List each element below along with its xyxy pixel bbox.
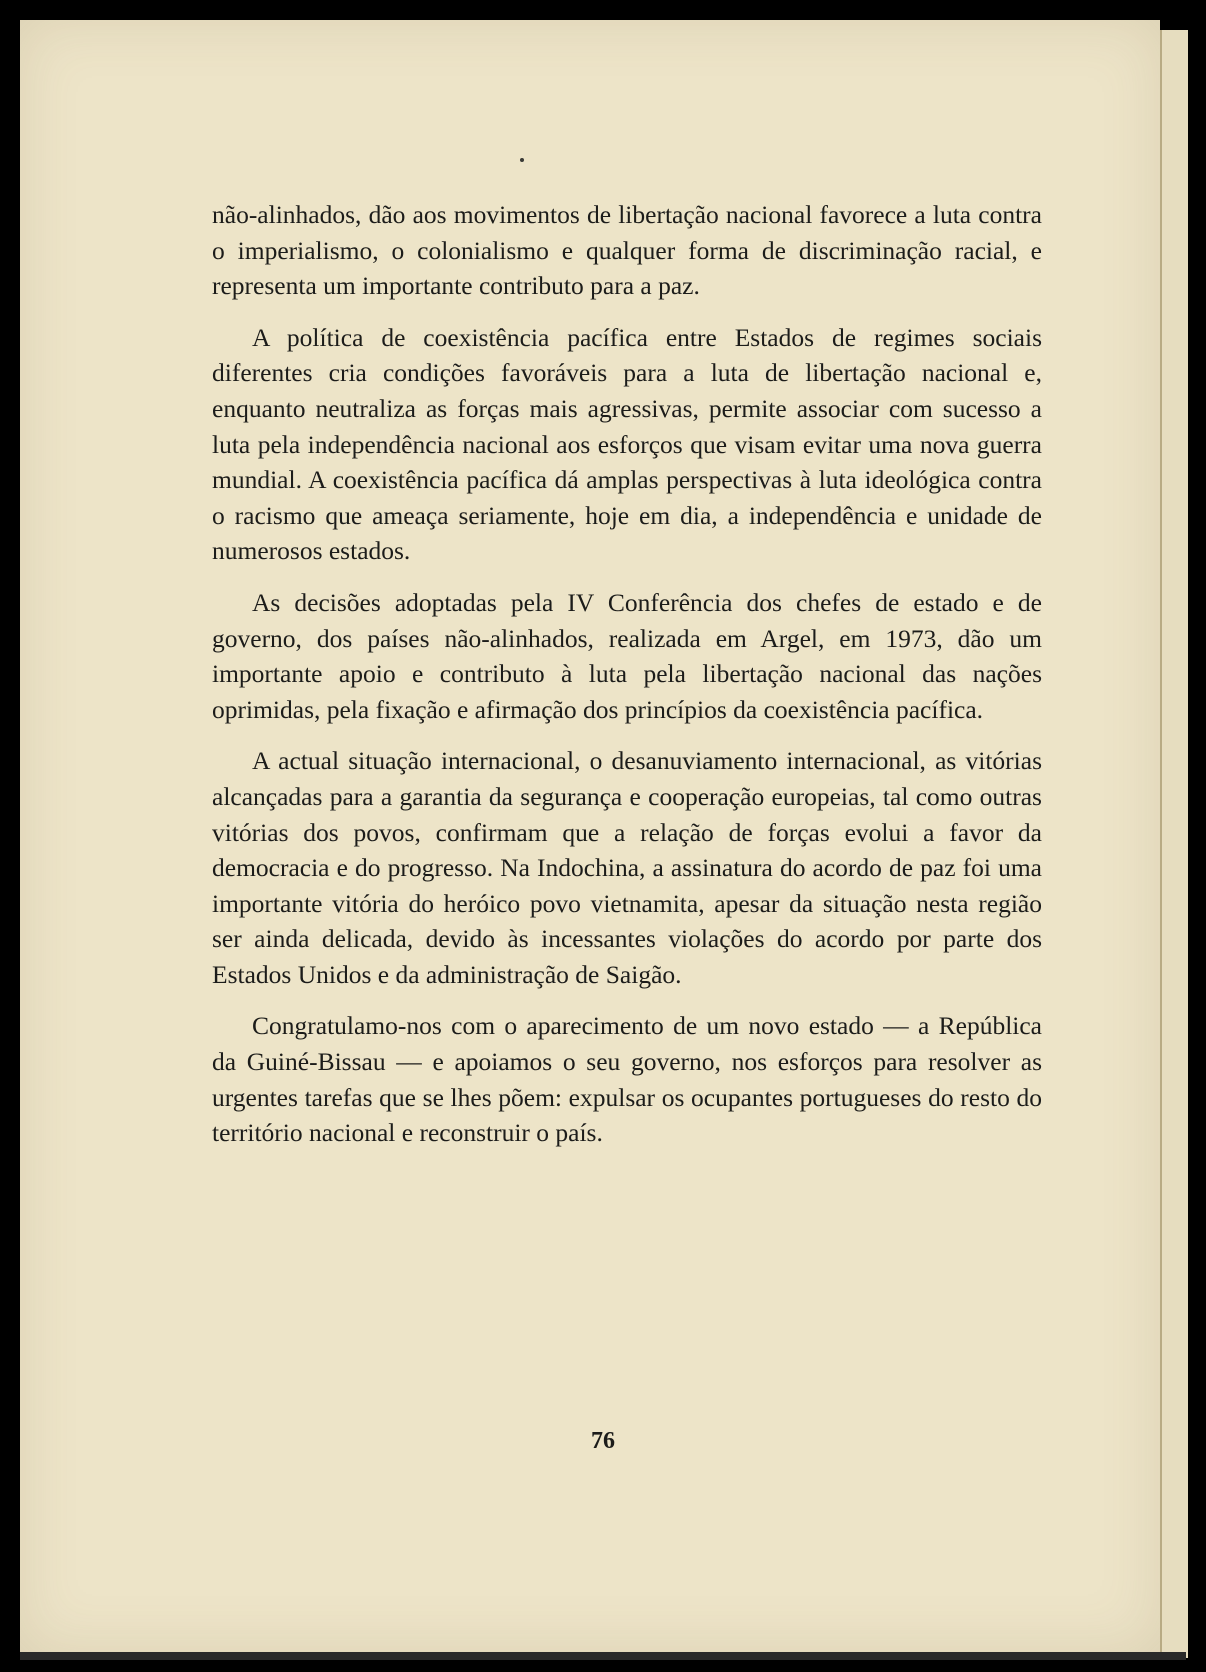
paragraph: A actual situação internacional, o desanuviamento internacional, as vitórias alcançadas para a garantia da segurança e cooperação europeias, tal como outras vitórias dos povos, confirmam que a relação de forças evolui a favor da democracia e do progresso. Na Indochina, a assinatura do acordo de paz foi uma importante vitória do heróico povo vietnamita, apesar da situação nesta região ser ainda delicada, devido às incessantes violações do acordo por parte dos Estados Unidos e da administração de Saigão.	[212, 746, 1042, 989]
ink-speck	[520, 158, 524, 162]
body-text	[212, 197, 1042, 1151]
scan-bottom-edge	[20, 1652, 1186, 1660]
page-edge	[1160, 30, 1188, 1658]
page-number: 76	[591, 1428, 615, 1454]
paragraph-continuation: não-alinhados, dão aos movimentos de libertação nacional favorece a luta contra o imperialismo, o colonialismo e qualquer forma de discriminação racial, e representa um importante contributo para a paz.	[212, 200, 1042, 301]
paragraph: A política de coexistência pacífica entre Estados de regimes sociais diferentes cria condições favoráveis para a luta de libertação nacional e, enquanto neutraliza as forças mais agressivas, permite associar com sucesso a luta pela independência nacional aos esforços que visam evitar uma nova guerra mundial. A coexistência pacífica dá amplas perspectivas à luta ideológica contra o racismo que ameaça seriamente, hoje em dia, a independência e unidade de numerosos estados.	[212, 322, 1042, 566]
paragraph: As decisões adoptadas pela IV Conferência dos chefes de estado e de governo, dos países não-alinhados, realizada em Argel, em 1973, dão um importante apoio e contributo à luta pela libertação nacional das nações oprimidas, pela fixação e afirmação dos princípios da coexistência pacífica.	[212, 587, 1042, 724]
paragraph: Congratulamo-nos com o aparecimento de um novo estado — a República da Guiné-Bissau — e apoiamos o seu governo, nos esforços para resolver as urgentes tarefas que se lhes põem: expulsar os ocupantes portugueses do resto do território nacional e reconstruir o país.	[212, 1011, 1042, 1148]
